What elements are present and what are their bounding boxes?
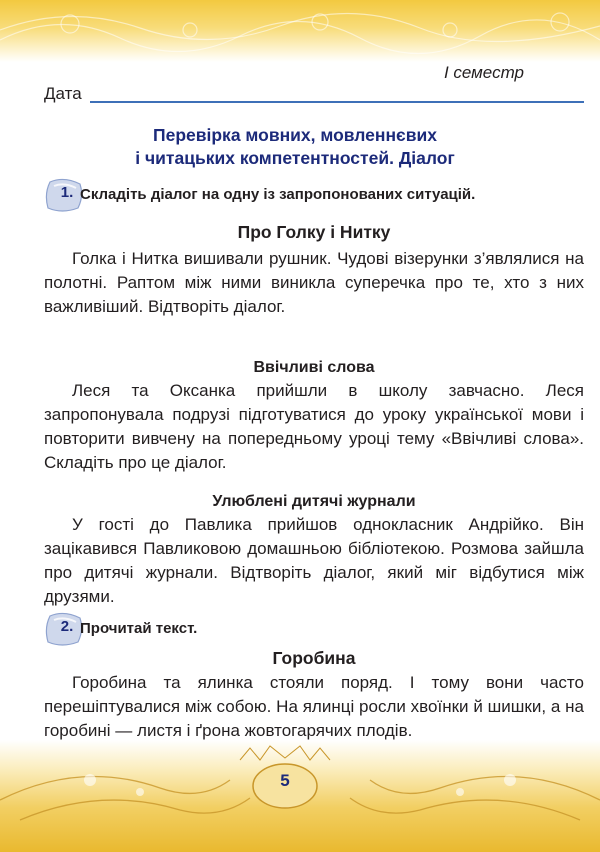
top-ornament-banner (0, 0, 600, 62)
story-title: Горобина (272, 648, 356, 668)
date-input-line[interactable] (90, 101, 584, 103)
story-paragraph: Голка і Нитка вишивали рушник. Чудові візерунки з’являлися на полотні. Раптом між ними виникла суперечка про те, хто з них важливіший. Відтворіть діалог. (44, 249, 584, 316)
semester-label: I семестр (443, 63, 524, 82)
task-number: 1. (60, 184, 74, 201)
story-paragraph: У гості до Павлика прийшов однокласник Андрійко. Він зацікавився Павликовою домашньою бібліотекою. Розмова зайшла про дитячі журнали. Відтворіть діалог, який міг відбутися між друзями. (44, 515, 584, 606)
task-number-badge-icon (44, 612, 82, 646)
task-instruction: Прочитай текст. (80, 620, 198, 637)
story-title: Ввічливі слова (253, 359, 375, 376)
task-1 (44, 178, 564, 212)
task-number: 2. (60, 618, 74, 635)
story-title: Про Голку і Нитку (237, 222, 391, 242)
story-paragraph: Леся та Оксанка прийшли в школу завчасно. Леся запропонувала подрузі підготуватися до уроку української мови і повторити вивчену на попередньому уроці тему «Ввічливі слова». Складіть про це діалог. (44, 381, 584, 472)
task-instruction: Складіть діалог на одну із запропонованих ситуацій. (80, 186, 476, 203)
story-paragraph: Горобина та ялинка стояли поряд. І тому вони часто перешіптувалися між собою. На ялинці росли хвоїнки й шишки, а на горобині — листя і ґрона жовтогарячих плодів. (44, 673, 584, 740)
date-label: Дата (44, 84, 82, 103)
date-row (44, 84, 584, 106)
page-number: 5 (280, 771, 290, 790)
ornament-pattern (0, 0, 600, 62)
task-2 (44, 612, 344, 646)
section-title-line-2: і читацьких компетентностей. Діалог (135, 148, 455, 168)
task-number-badge-icon (44, 178, 82, 212)
section-title (60, 124, 530, 170)
ornament-pattern (0, 740, 600, 852)
story-title: Улюблені дитячі журнали (212, 493, 416, 510)
section-title-line-1: Перевірка мовних, мовленнєвих (153, 125, 437, 145)
bottom-ornament-banner (0, 740, 600, 852)
